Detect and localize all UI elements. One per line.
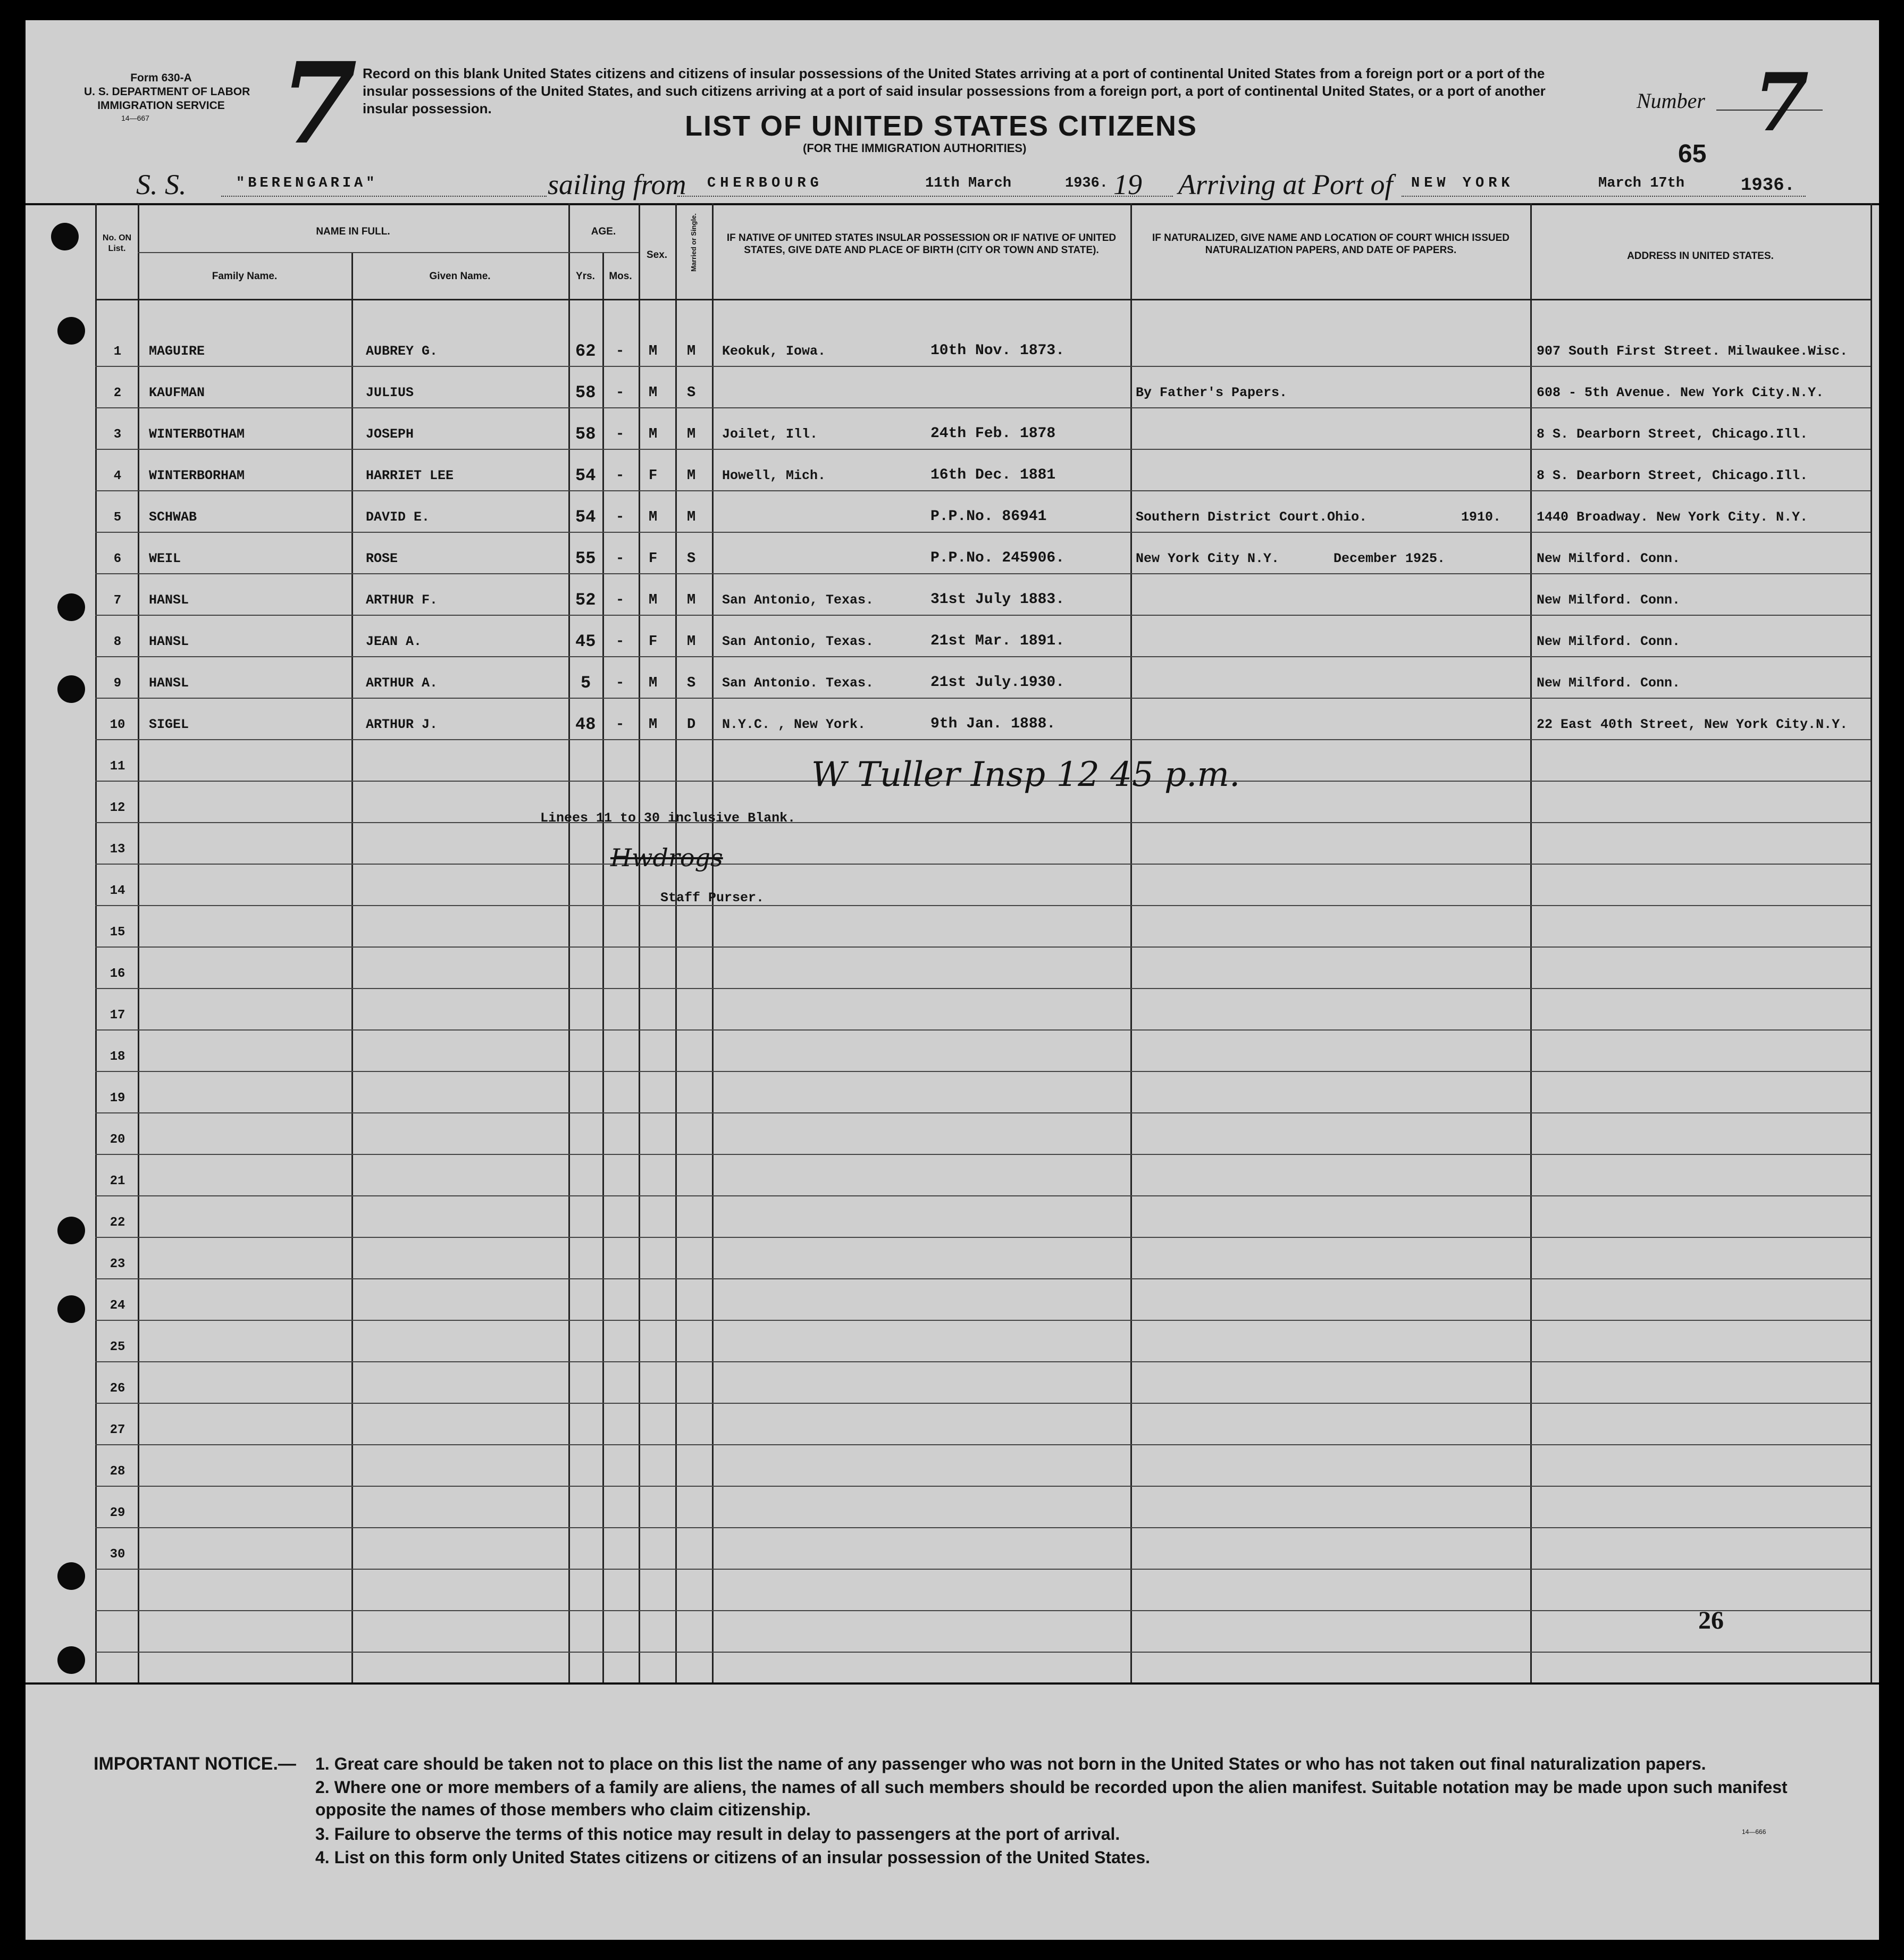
given-name-cell: JULIUS: [366, 385, 414, 400]
row-line: [95, 905, 1871, 906]
age-years-cell: 54: [575, 507, 596, 527]
row-line: [95, 1444, 1871, 1445]
row-number: 28: [110, 1464, 125, 1479]
marital-cell: S: [687, 675, 696, 691]
binder-hole: [57, 593, 85, 621]
row-line: [95, 1237, 1871, 1238]
birth-place-cell: San Antonio, Texas.: [722, 592, 874, 608]
nineteen-label: 19: [1113, 169, 1142, 200]
marital-cell: M: [687, 592, 696, 608]
row-line: [95, 1652, 1871, 1653]
row-number: 4: [113, 469, 122, 483]
row-number: 26: [110, 1381, 125, 1396]
age-years-cell: 48: [575, 715, 596, 734]
row-line: [95, 1610, 1871, 1611]
sex-cell: F: [649, 468, 658, 484]
row-number: 18: [110, 1050, 125, 1064]
col-line: [602, 252, 604, 1682]
page-stamp: 65: [1678, 140, 1707, 168]
given-name-cell: ROSE: [366, 551, 398, 566]
number-label: Number: [1637, 89, 1705, 113]
row-line: [95, 656, 1871, 657]
row-number: 21: [110, 1174, 125, 1188]
notice-item-2: 2. Where one or more members of a family are aliens, the names of all such members should be recorded upon the alien manifest. Suitable notation may be made upon such manifest opposite the names of those members who claim citizenship.: [315, 1778, 1788, 1819]
row-number: 27: [110, 1423, 125, 1437]
row-number: 23: [110, 1257, 125, 1271]
row-line: [95, 366, 1871, 367]
row-line: [95, 1527, 1871, 1528]
col-yrs: Yrs.: [576, 271, 595, 282]
sailing-label: sailing from: [548, 169, 686, 200]
given-name-cell: JEAN A.: [366, 634, 422, 649]
col-line: [351, 252, 353, 1682]
col-age: AGE.: [591, 226, 616, 237]
family-name-cell: SIGEL: [149, 717, 189, 732]
notice-item-1: 1. Great care should be taken not to place on this list the name of any passenger who was not born in the United States or who has not taken out final naturalization papers.: [315, 1754, 1706, 1773]
sex-cell: F: [649, 634, 658, 650]
family-name-cell: WINTERBORHAM: [149, 468, 245, 483]
given-name-cell: AUBREY G.: [366, 344, 438, 359]
row-number: 2: [113, 386, 122, 400]
col-sex: Sex.: [646, 249, 668, 261]
row-number: 19: [110, 1091, 125, 1105]
binder-hole: [51, 223, 79, 250]
form-id: Form 630-A: [130, 72, 192, 84]
address-cell: 608 - 5th Avenue. New York City.N.Y.: [1537, 385, 1824, 400]
col-line: [639, 203, 640, 1682]
col-line: [1871, 203, 1872, 1682]
family-name-cell: SCHWAB: [149, 509, 197, 525]
year-to: 1936.: [1741, 175, 1796, 196]
age-years-cell: 58: [575, 424, 596, 444]
row-line: [95, 1403, 1871, 1404]
row-line: [95, 532, 1871, 533]
marital-cell: S: [687, 385, 696, 401]
header-rule: [95, 299, 1871, 300]
sex-cell: M: [649, 426, 658, 442]
birth-date-cell: 31st July 1883.: [930, 591, 1065, 608]
birth-date-cell: 16th Dec. 1881: [930, 467, 1056, 483]
port-from: CHERBOURG: [707, 175, 823, 191]
table-top-border: [26, 203, 1879, 205]
sex-cell: M: [649, 344, 658, 359]
page-title: LIST OF UNITED STATES CITIZENS: [685, 110, 1197, 142]
marital-cell: M: [687, 634, 696, 650]
row-number: 17: [110, 1008, 125, 1023]
row-number: 9: [113, 676, 122, 691]
row-line: [95, 1154, 1871, 1155]
row-line: [95, 1569, 1871, 1570]
row-number: 12: [110, 801, 125, 815]
row-number: 7: [113, 593, 122, 608]
ss-label: S. S.: [136, 169, 187, 200]
row-number: 16: [110, 967, 125, 981]
manifest-page: [26, 20, 1879, 1940]
birth-place-cell: Keokuk, Iowa.: [722, 344, 826, 359]
binder-hole: [57, 1562, 85, 1590]
department: U. S. DEPARTMENT OF LABOR: [84, 86, 250, 98]
notice-item-4: 4. List on this form only United States citizens or citizens of an insular possession of the United States.: [315, 1848, 1151, 1867]
birth-place-cell: Howell, Mich.: [722, 468, 826, 483]
col-line: [1530, 203, 1532, 1682]
given-name-cell: ARTHUR A.: [366, 675, 438, 691]
row-number: 22: [110, 1216, 125, 1230]
family-name-cell: HANSL: [149, 675, 189, 691]
row-line: [95, 822, 1871, 823]
binder-hole: [57, 675, 85, 703]
row-line: [95, 947, 1871, 948]
given-name-cell: ARTHUR J.: [366, 717, 438, 732]
row-line: [95, 1112, 1871, 1113]
birth-date-cell: 10th Nov. 1873.: [930, 342, 1065, 359]
birth-date-cell: 9th Jan. 1888.: [930, 716, 1056, 732]
naturalization-cell: By Father's Papers.: [1136, 385, 1288, 400]
binder-hole: [57, 317, 85, 345]
age-months-cell: -: [616, 717, 625, 733]
naturalization-cell: Southern District Court.Ohio.: [1136, 509, 1368, 525]
birth-date-cell: P.P.No. 86941: [930, 508, 1047, 525]
row-number: 5: [113, 510, 122, 525]
row-line: [95, 864, 1871, 865]
table-bottom-border: [26, 1682, 1879, 1685]
sex-cell: M: [649, 675, 658, 691]
row-number: 14: [110, 884, 125, 898]
family-name-cell: HANSL: [149, 592, 189, 608]
marital-cell: D: [687, 717, 696, 733]
date-to: March 17th: [1598, 175, 1685, 191]
birth-date-cell: 21st Mar. 1891.: [930, 633, 1065, 649]
col-family-name: Family Name.: [212, 271, 278, 282]
row-number: 6: [113, 552, 122, 566]
sex-cell: M: [649, 717, 658, 733]
age-months-cell: -: [616, 344, 625, 359]
row-line: [95, 573, 1871, 574]
given-name-cell: DAVID E.: [366, 509, 430, 525]
col-line: [568, 203, 570, 1682]
col-line: [1130, 203, 1132, 1682]
marital-cell: M: [687, 426, 696, 442]
age-years-cell: 54: [575, 466, 596, 485]
date-from: 11th March: [925, 175, 1012, 191]
row-number: 29: [110, 1506, 125, 1520]
sex-cell: M: [649, 385, 658, 401]
staff-purser-label: Staff Purser.: [660, 890, 765, 906]
row-number: 24: [110, 1299, 125, 1313]
header-subrule: [138, 252, 639, 253]
marital-cell: M: [687, 344, 696, 359]
address-cell: 907 South First Street. Milwaukee.Wisc.: [1537, 344, 1848, 359]
birth-place-cell: Joilet, Ill.: [722, 426, 818, 442]
row-number: 3: [113, 428, 122, 442]
ship-rule: [221, 196, 547, 197]
address-cell: New Milford. Conn.: [1537, 592, 1681, 608]
birth-place-cell: N.Y.C. , New York.: [722, 717, 866, 732]
address-cell: 1440 Broadway. New York City. N.Y.: [1537, 509, 1808, 525]
sex-cell: F: [649, 551, 658, 567]
row-line: [95, 407, 1871, 408]
age-months-cell: -: [616, 551, 625, 567]
family-name-cell: MAGUIRE: [149, 344, 205, 359]
sex-cell: M: [649, 592, 658, 608]
handwritten-number: 7: [280, 38, 358, 169]
row-number: 15: [110, 925, 125, 940]
binder-hole: [57, 1217, 85, 1244]
row-line: [95, 615, 1871, 616]
family-name-cell: HANSL: [149, 634, 189, 649]
col-no-on-list: No. ON List.: [102, 233, 132, 253]
row-line: [95, 1486, 1871, 1487]
col-line: [675, 203, 677, 1682]
row-number: 10: [110, 718, 125, 732]
row-line: [95, 449, 1871, 450]
service: IMMIGRATION SERVICE: [97, 99, 225, 112]
page-number: 26: [1698, 1606, 1724, 1635]
address-cell: 22 East 40th Street, New York City.N.Y.: [1537, 717, 1848, 732]
col-naturalization: IF NATURALIZED, GIVE NAME AND LOCATION OF COURT WHICH ISSUED NATURALIZATION PAPERS, AND DATE OF PAPERS.: [1152, 232, 1509, 256]
form-id-block: [84, 71, 250, 113]
address-cell: New Milford. Conn.: [1537, 675, 1681, 691]
row-line: [95, 1320, 1871, 1321]
age-months-cell: -: [616, 634, 625, 650]
family-name-cell: WEIL: [149, 551, 181, 566]
birth-date-cell: 21st July.1930.: [930, 674, 1065, 691]
marital-cell: M: [687, 509, 696, 525]
given-name-cell: HARRIET LEE: [366, 468, 454, 483]
row-number: 1: [113, 345, 122, 359]
birth-place-cell: San Antonio, Texas.: [722, 634, 874, 649]
to-rule: [1402, 196, 1806, 197]
age-months-cell: -: [616, 509, 625, 525]
given-name-cell: ARTHUR F.: [366, 592, 438, 608]
notice-item-3: 3. Failure to observe the terms of this notice may result in delay to passengers at the port of arrival.: [315, 1824, 1120, 1844]
marital-cell: S: [687, 551, 696, 567]
row-line: [95, 988, 1871, 989]
age-years-cell: 55: [575, 549, 596, 568]
small-code: 14—667: [121, 114, 149, 122]
col-line: [138, 203, 139, 1682]
row-number: 11: [110, 759, 125, 774]
birth-place-cell: San Antonio. Texas.: [722, 675, 874, 691]
naturalization-date-cell: 1910.: [1461, 509, 1502, 525]
row-line: [95, 1195, 1871, 1196]
age-years-cell: 5: [581, 673, 591, 693]
inspector-handwriting: W Tuller Insp 12 45 p.m.: [811, 755, 1240, 794]
given-name-cell: JOSEPH: [366, 426, 414, 442]
row-number: 25: [110, 1340, 125, 1354]
family-name-cell: WINTERBOTHAM: [149, 426, 245, 442]
row-line: [95, 1029, 1871, 1031]
col-line: [95, 203, 97, 1682]
important-notice-label: IMPORTANT NOTICE.—: [94, 1754, 296, 1774]
sex-cell: M: [649, 509, 658, 525]
col-address: ADDRESS IN UNITED STATES.: [1627, 250, 1774, 262]
col-line: [712, 203, 714, 1682]
age-months-cell: -: [616, 592, 625, 608]
col-birth-place: IF NATIVE OF UNITED STATES INSULAR POSSESSION OR IF NATIVE OF UNITED STATES, GIVE DATE AND PLACE OF BIRTH (CITY OR TOWN AND STATE).: [726, 232, 1117, 256]
address-cell: New Milford. Conn.: [1537, 551, 1681, 566]
age-years-cell: 52: [575, 590, 596, 610]
col-name-in-full: NAME IN FULL.: [316, 226, 390, 237]
binder-hole: [57, 1295, 85, 1323]
address-cell: New Milford. Conn.: [1537, 634, 1681, 649]
row-line: [95, 490, 1871, 491]
page-subtitle: (FOR THE IMMIGRATION AUTHORITIES): [803, 141, 1027, 155]
row-line: [95, 698, 1871, 699]
arriving-label: Arriving at Port of: [1178, 169, 1393, 200]
age-months-cell: -: [616, 468, 625, 484]
port-to: NEW YORK: [1411, 175, 1514, 191]
birth-date-cell: P.P.No. 245906.: [930, 550, 1065, 566]
birth-date-cell: 24th Feb. 1878: [930, 425, 1056, 442]
age-months-cell: -: [616, 675, 625, 691]
record-instructions: Record on this blank United States citizens and citizens of insular possessions of the United States arriving at a port of continental United States from a foreign port or a port of the insular possessions of the United States, and such citizens arriving at a port of said insular possessions from a foreign port, a port of continental United States, or a port of another insular possession.: [363, 65, 1546, 116]
col-given-name: Given Name.: [429, 271, 491, 282]
naturalization-date-cell: December 1925.: [1333, 551, 1446, 566]
row-line: [95, 1361, 1871, 1362]
age-months-cell: -: [616, 385, 625, 401]
age-years-cell: 45: [575, 632, 596, 651]
address-cell: 8 S. Dearborn Street, Chicago.Ill.: [1537, 468, 1808, 483]
age-years-cell: 58: [575, 383, 596, 403]
row-line: [95, 739, 1871, 740]
marital-cell: M: [687, 468, 696, 484]
number-value: 7: [1754, 56, 1809, 149]
age-months-cell: -: [616, 426, 625, 442]
naturalization-cell: New York City N.Y.: [1136, 551, 1280, 566]
binder-hole: [57, 1646, 85, 1674]
row-number: 8: [113, 635, 122, 649]
row-line: [95, 1278, 1871, 1279]
row-number: 20: [110, 1133, 125, 1147]
address-cell: 8 S. Dearborn Street, Chicago.Ill.: [1537, 426, 1808, 442]
row-line: [95, 1071, 1871, 1072]
blank-lines-note: Linees 11 to 30 inclusive Blank.: [540, 810, 796, 826]
notice-footer-code: 14—666: [1742, 1828, 1766, 1836]
row-number: 13: [110, 842, 125, 857]
ship-name: "BERENGARIA": [236, 175, 378, 191]
from-rule: [677, 196, 1173, 197]
col-married-single: Married or Single.: [690, 213, 698, 272]
col-mos: Mos.: [609, 271, 632, 282]
year-from: 1936.: [1065, 175, 1109, 191]
family-name-cell: KAUFMAN: [149, 385, 205, 400]
purser-signature-handwriting: Hwdrogs: [610, 843, 723, 872]
row-number: 30: [110, 1547, 125, 1562]
age-years-cell: 62: [575, 341, 596, 361]
